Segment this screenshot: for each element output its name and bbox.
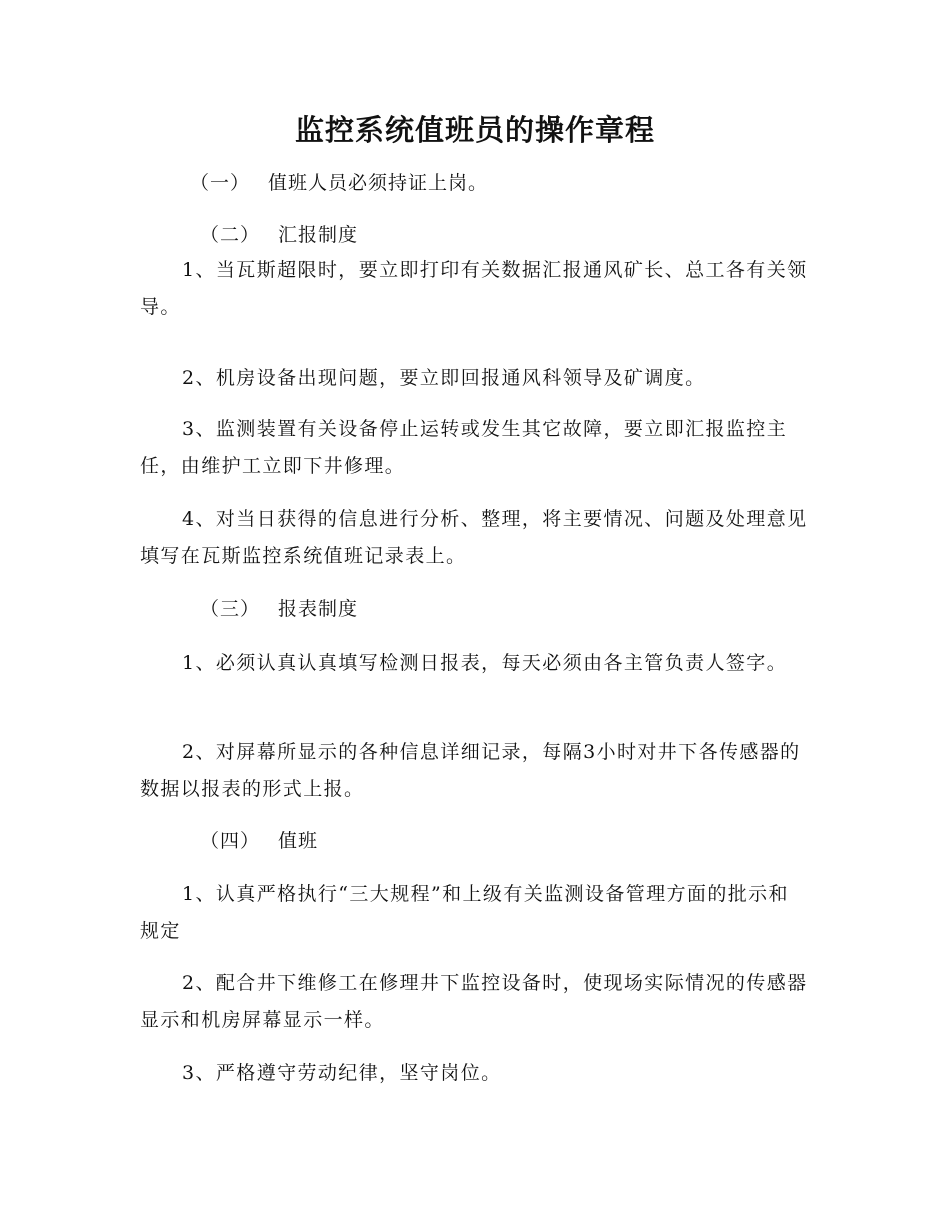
section-heading-2 xyxy=(200,220,358,250)
section-title: 值班 xyxy=(278,830,319,852)
section-title: 报表制度 xyxy=(278,598,359,620)
paragraph: 3、监测装置有关设备停止运转或发生其它故障，要立即汇报监控主任，由维护工立即下井修理。 xyxy=(140,418,788,477)
section-heading-4 xyxy=(200,826,318,856)
section-heading-1 xyxy=(190,168,488,198)
section-number: （一） xyxy=(190,172,251,194)
paragraph: 3、严格遵守劳动纪律，坚守岗位。 xyxy=(182,1062,502,1084)
paragraph: 1、认真严格执行“三大规程”和上级有关监测设备管理方面的批示和规定 xyxy=(140,883,789,942)
paragraph: 1、当瓦斯超限时，要立即打印有关数据汇报通风矿长、总工各有关领导。 xyxy=(140,259,808,318)
paragraph: 2、机房设备出现问题，要立即回报通风科领导及矿调度。 xyxy=(182,367,706,389)
section-number: （三） xyxy=(200,598,261,620)
section-title: 汇报制度 xyxy=(278,224,359,246)
paragraph: 2、配合井下维修工在修理井下监控设备时，使现场实际情况的传感器显示和机房屏幕显示一样。 xyxy=(140,972,808,1031)
document-title: 监控系统值班员的操作章程 xyxy=(294,113,655,147)
paragraph: 2、对屏幕所显示的各种信息详细记录，每隔3小时对井下各传感器的数据以报表的形式上报。 xyxy=(140,741,801,800)
paragraph: 4、对当日获得的信息进行分析、整理，将主要情况、问题及处理意见填写在瓦斯监控系统值班记录表上。 xyxy=(140,508,808,567)
paragraph: 1、必须认真认真填写检测日报表，每天必须由各主管负责人签字。 xyxy=(182,652,788,674)
section-number: （四） xyxy=(200,830,261,852)
section-heading-3 xyxy=(200,594,358,624)
section-title: 值班人员必须持证上岗。 xyxy=(268,172,489,194)
section-number: （二） xyxy=(200,224,261,246)
